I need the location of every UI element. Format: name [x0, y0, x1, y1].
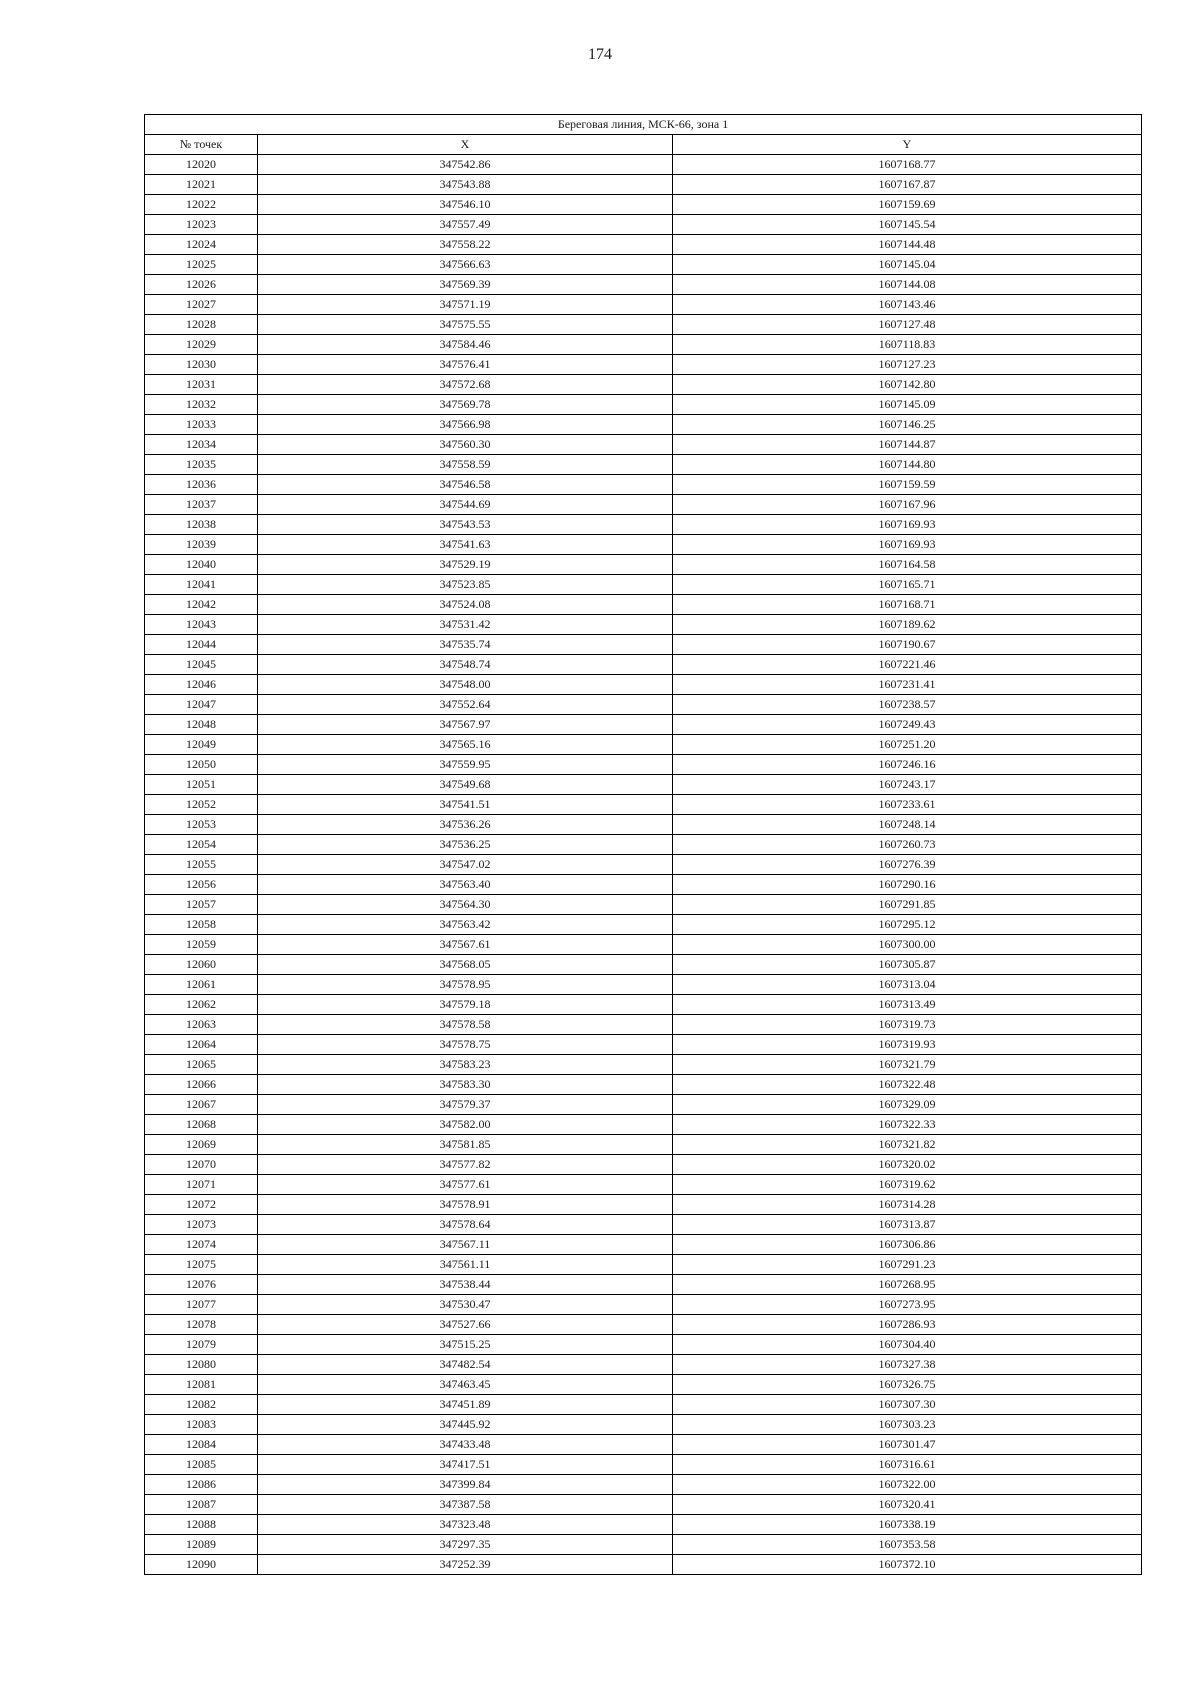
cell-x: 347565.16 [258, 735, 673, 755]
cell-y: 1607320.41 [673, 1495, 1142, 1515]
cell-x: 347578.64 [258, 1215, 673, 1235]
cell-point-number: 12033 [145, 415, 258, 435]
cell-x: 347569.78 [258, 395, 673, 415]
cell-point-number: 12075 [145, 1255, 258, 1275]
cell-x: 347387.58 [258, 1495, 673, 1515]
cell-y: 1607118.83 [673, 335, 1142, 355]
cell-y: 1607167.87 [673, 175, 1142, 195]
cell-point-number: 12071 [145, 1175, 258, 1195]
cell-x: 347577.61 [258, 1175, 673, 1195]
table-row [145, 755, 1142, 775]
table-row [145, 775, 1142, 795]
table-row [145, 935, 1142, 955]
table-row [145, 915, 1142, 935]
cell-point-number: 12053 [145, 815, 258, 835]
cell-point-number: 12078 [145, 1315, 258, 1335]
cell-point-number: 12038 [145, 515, 258, 535]
cell-x: 347566.98 [258, 415, 673, 435]
cell-y: 1607303.23 [673, 1415, 1142, 1435]
cell-x: 347557.49 [258, 215, 673, 235]
cell-x: 347297.35 [258, 1535, 673, 1555]
cell-y: 1607251.20 [673, 735, 1142, 755]
table-row [145, 615, 1142, 635]
cell-y: 1607313.87 [673, 1215, 1142, 1235]
cell-y: 1607268.95 [673, 1275, 1142, 1295]
cell-point-number: 12081 [145, 1375, 258, 1395]
cell-y: 1607329.09 [673, 1095, 1142, 1115]
cell-y: 1607290.16 [673, 875, 1142, 895]
cell-y: 1607353.58 [673, 1535, 1142, 1555]
table-row [145, 215, 1142, 235]
cell-point-number: 12082 [145, 1395, 258, 1415]
cell-y: 1607322.33 [673, 1115, 1142, 1135]
cell-y: 1607319.93 [673, 1035, 1142, 1055]
cell-y: 1607300.00 [673, 935, 1142, 955]
table-row [145, 275, 1142, 295]
table-row [145, 1335, 1142, 1355]
cell-point-number: 12021 [145, 175, 258, 195]
table-row [145, 455, 1142, 475]
table-row [145, 955, 1142, 975]
cell-point-number: 12030 [145, 355, 258, 375]
cell-y: 1607238.57 [673, 695, 1142, 715]
cell-x: 347536.25 [258, 835, 673, 855]
cell-point-number: 12037 [145, 495, 258, 515]
table-row [145, 1155, 1142, 1175]
cell-point-number: 12064 [145, 1035, 258, 1055]
table-row [145, 1095, 1142, 1115]
cell-point-number: 12058 [145, 915, 258, 935]
cell-x: 347323.48 [258, 1515, 673, 1535]
cell-x: 347546.10 [258, 195, 673, 215]
cell-point-number: 12070 [145, 1155, 258, 1175]
cell-point-number: 12072 [145, 1195, 258, 1215]
cell-y: 1607246.16 [673, 755, 1142, 775]
cell-y: 1607372.10 [673, 1555, 1142, 1575]
cell-point-number: 12036 [145, 475, 258, 495]
cell-x: 347542.86 [258, 155, 673, 175]
cell-y: 1607144.08 [673, 275, 1142, 295]
cell-point-number: 12065 [145, 1055, 258, 1075]
table-row [145, 635, 1142, 655]
cell-point-number: 12035 [145, 455, 258, 475]
cell-point-number: 12066 [145, 1075, 258, 1095]
table-row [145, 435, 1142, 455]
column-header-x: X [258, 135, 673, 155]
cell-x: 347563.42 [258, 915, 673, 935]
cell-x: 347563.40 [258, 875, 673, 895]
cell-point-number: 12069 [145, 1135, 258, 1155]
cell-point-number: 12087 [145, 1495, 258, 1515]
cell-y: 1607319.62 [673, 1175, 1142, 1195]
cell-x: 347524.08 [258, 595, 673, 615]
cell-y: 1607273.95 [673, 1295, 1142, 1315]
table-row [145, 475, 1142, 495]
cell-point-number: 12047 [145, 695, 258, 715]
cell-y: 1607144.48 [673, 235, 1142, 255]
cell-y: 1607127.48 [673, 315, 1142, 335]
cell-y: 1607291.23 [673, 1255, 1142, 1275]
cell-y: 1607320.02 [673, 1155, 1142, 1175]
table-row [145, 595, 1142, 615]
cell-y: 1607190.67 [673, 635, 1142, 655]
table-row [145, 415, 1142, 435]
table-row [145, 1035, 1142, 1055]
cell-y: 1607305.87 [673, 955, 1142, 975]
cell-x: 347572.68 [258, 375, 673, 395]
cell-point-number: 12028 [145, 315, 258, 335]
cell-x: 347399.84 [258, 1475, 673, 1495]
cell-point-number: 12039 [145, 535, 258, 555]
table-row [145, 515, 1142, 535]
column-header-y: Y [673, 135, 1142, 155]
cell-point-number: 12062 [145, 995, 258, 1015]
table-row [145, 1195, 1142, 1215]
table-row [145, 735, 1142, 755]
cell-y: 1607168.77 [673, 155, 1142, 175]
cell-x: 347531.42 [258, 615, 673, 635]
table-row [145, 795, 1142, 815]
cell-y: 1607143.46 [673, 295, 1142, 315]
cell-point-number: 12024 [145, 235, 258, 255]
cell-point-number: 12063 [145, 1015, 258, 1035]
cell-y: 1607243.17 [673, 775, 1142, 795]
cell-x: 347578.75 [258, 1035, 673, 1055]
cell-point-number: 12076 [145, 1275, 258, 1295]
cell-x: 347560.30 [258, 435, 673, 455]
table-row [145, 975, 1142, 995]
table-row [145, 995, 1142, 1015]
table-row [145, 195, 1142, 215]
cell-y: 1607145.04 [673, 255, 1142, 275]
cell-point-number: 12027 [145, 295, 258, 315]
table-row [145, 315, 1142, 335]
cell-y: 1607295.12 [673, 915, 1142, 935]
cell-x: 347544.69 [258, 495, 673, 515]
cell-x: 347583.23 [258, 1055, 673, 1075]
cell-x: 347569.39 [258, 275, 673, 295]
cell-x: 347548.74 [258, 655, 673, 675]
cell-y: 1607304.40 [673, 1335, 1142, 1355]
cell-y: 1607286.93 [673, 1315, 1142, 1335]
cell-point-number: 12046 [145, 675, 258, 695]
table-row [145, 1275, 1142, 1295]
cell-point-number: 12055 [145, 855, 258, 875]
cell-point-number: 12040 [145, 555, 258, 575]
cell-y: 1607169.93 [673, 515, 1142, 535]
cell-x: 347549.68 [258, 775, 673, 795]
cell-x: 347527.66 [258, 1315, 673, 1335]
cell-point-number: 12074 [145, 1235, 258, 1255]
cell-point-number: 12084 [145, 1435, 258, 1455]
cell-y: 1607249.43 [673, 715, 1142, 735]
cell-y: 1607327.38 [673, 1355, 1142, 1375]
cell-x: 347559.95 [258, 755, 673, 775]
cell-y: 1607159.69 [673, 195, 1142, 215]
cell-y: 1607169.93 [673, 535, 1142, 555]
table-row [145, 535, 1142, 555]
cell-point-number: 12067 [145, 1095, 258, 1115]
table-row [145, 555, 1142, 575]
table-row [145, 1055, 1142, 1075]
cell-y: 1607142.80 [673, 375, 1142, 395]
coordinates-table [144, 114, 1142, 1575]
cell-point-number: 12080 [145, 1355, 258, 1375]
cell-x: 347523.85 [258, 575, 673, 595]
cell-point-number: 12043 [145, 615, 258, 635]
table-row [145, 335, 1142, 355]
cell-point-number: 12059 [145, 935, 258, 955]
cell-y: 1607231.41 [673, 675, 1142, 695]
cell-x: 347561.11 [258, 1255, 673, 1275]
cell-y: 1607189.62 [673, 615, 1142, 635]
cell-x: 347445.92 [258, 1415, 673, 1435]
table-row [145, 1455, 1142, 1475]
table-row [145, 1015, 1142, 1035]
cell-point-number: 12044 [145, 635, 258, 655]
table-row [145, 1435, 1142, 1455]
table-row [145, 295, 1142, 315]
cell-y: 1607233.61 [673, 795, 1142, 815]
cell-x: 347567.97 [258, 715, 673, 735]
cell-x: 347579.18 [258, 995, 673, 1015]
cell-x: 347576.41 [258, 355, 673, 375]
cell-x: 347552.64 [258, 695, 673, 715]
cell-y: 1607326.75 [673, 1375, 1142, 1395]
cell-point-number: 12022 [145, 195, 258, 215]
table-row [145, 1415, 1142, 1435]
cell-x: 347571.19 [258, 295, 673, 315]
table-header-row [145, 135, 1142, 155]
cell-y: 1607316.61 [673, 1455, 1142, 1475]
cell-point-number: 12085 [145, 1455, 258, 1475]
cell-y: 1607338.19 [673, 1515, 1142, 1535]
cell-point-number: 12025 [145, 255, 258, 275]
table-row [145, 1315, 1142, 1335]
table-row [145, 1475, 1142, 1495]
table-row [145, 1175, 1142, 1195]
table-title-row [145, 115, 1142, 135]
table-title: Береговая линия, МСК-66, зона 1 [145, 115, 1142, 135]
table-row [145, 1375, 1142, 1395]
table-row [145, 1515, 1142, 1535]
cell-y: 1607144.80 [673, 455, 1142, 475]
cell-point-number: 12041 [145, 575, 258, 595]
cell-y: 1607319.73 [673, 1015, 1142, 1035]
cell-y: 1607146.25 [673, 415, 1142, 435]
cell-y: 1607301.47 [673, 1435, 1142, 1455]
cell-x: 347578.91 [258, 1195, 673, 1215]
cell-y: 1607221.46 [673, 655, 1142, 675]
cell-x: 347535.74 [258, 635, 673, 655]
cell-y: 1607248.14 [673, 815, 1142, 835]
cell-y: 1607322.00 [673, 1475, 1142, 1495]
cell-x: 347579.37 [258, 1095, 673, 1115]
table-row [145, 375, 1142, 395]
cell-x: 347541.63 [258, 535, 673, 555]
cell-point-number: 12056 [145, 875, 258, 895]
cell-y: 1607322.48 [673, 1075, 1142, 1095]
table-row [145, 1555, 1142, 1575]
cell-point-number: 12045 [145, 655, 258, 675]
cell-x: 347567.61 [258, 935, 673, 955]
cell-x: 347583.30 [258, 1075, 673, 1095]
cell-point-number: 12050 [145, 755, 258, 775]
table-row [145, 1135, 1142, 1155]
column-header-point-number: № точек [145, 135, 258, 155]
table-row [145, 1215, 1142, 1235]
cell-point-number: 12020 [145, 155, 258, 175]
table-row [145, 155, 1142, 175]
cell-point-number: 12057 [145, 895, 258, 915]
cell-point-number: 12088 [145, 1515, 258, 1535]
cell-point-number: 12079 [145, 1335, 258, 1355]
cell-x: 347463.45 [258, 1375, 673, 1395]
cell-point-number: 12089 [145, 1535, 258, 1555]
table-row [145, 1115, 1142, 1135]
table-row [145, 895, 1142, 915]
cell-x: 347515.25 [258, 1335, 673, 1355]
cell-x: 347546.58 [258, 475, 673, 495]
table-row [145, 1075, 1142, 1095]
cell-point-number: 12052 [145, 795, 258, 815]
cell-x: 347577.82 [258, 1155, 673, 1175]
cell-point-number: 12042 [145, 595, 258, 615]
table-row [145, 355, 1142, 375]
cell-y: 1607321.79 [673, 1055, 1142, 1075]
table-row [145, 1235, 1142, 1255]
cell-x: 347564.30 [258, 895, 673, 915]
cell-x: 347417.51 [258, 1455, 673, 1475]
cell-point-number: 12061 [145, 975, 258, 995]
cell-point-number: 12051 [145, 775, 258, 795]
table-row [145, 575, 1142, 595]
cell-y: 1607313.49 [673, 995, 1142, 1015]
cell-y: 1607313.04 [673, 975, 1142, 995]
cell-point-number: 12086 [145, 1475, 258, 1495]
table-row [145, 1295, 1142, 1315]
cell-x: 347529.19 [258, 555, 673, 575]
cell-y: 1607291.85 [673, 895, 1142, 915]
table-row [145, 1255, 1142, 1275]
cell-y: 1607276.39 [673, 855, 1142, 875]
cell-x: 347558.59 [258, 455, 673, 475]
cell-x: 347451.89 [258, 1395, 673, 1415]
table-row [145, 1395, 1142, 1415]
table-row [145, 235, 1142, 255]
table-row [145, 1355, 1142, 1375]
cell-x: 347541.51 [258, 795, 673, 815]
cell-y: 1607144.87 [673, 435, 1142, 455]
cell-y: 1607168.71 [673, 595, 1142, 615]
table-row [145, 855, 1142, 875]
cell-point-number: 12077 [145, 1295, 258, 1315]
cell-y: 1607260.73 [673, 835, 1142, 855]
cell-point-number: 12049 [145, 735, 258, 755]
cell-x: 347558.22 [258, 235, 673, 255]
cell-x: 347566.63 [258, 255, 673, 275]
cell-x: 347548.00 [258, 675, 673, 695]
cell-y: 1607306.86 [673, 1235, 1142, 1255]
cell-x: 347530.47 [258, 1295, 673, 1315]
cell-point-number: 12068 [145, 1115, 258, 1135]
cell-y: 1607167.96 [673, 495, 1142, 515]
table-row [145, 395, 1142, 415]
cell-x: 347543.53 [258, 515, 673, 535]
cell-point-number: 12031 [145, 375, 258, 395]
cell-point-number: 12029 [145, 335, 258, 355]
cell-y: 1607321.82 [673, 1135, 1142, 1155]
table-row [145, 175, 1142, 195]
cell-x: 347581.85 [258, 1135, 673, 1155]
cell-point-number: 12023 [145, 215, 258, 235]
cell-x: 347575.55 [258, 315, 673, 335]
cell-y: 1607314.28 [673, 1195, 1142, 1215]
table-row [145, 875, 1142, 895]
table-row [145, 675, 1142, 695]
table-row [145, 815, 1142, 835]
cell-x: 347578.95 [258, 975, 673, 995]
cell-point-number: 12060 [145, 955, 258, 975]
table-row [145, 1535, 1142, 1555]
cell-y: 1607307.30 [673, 1395, 1142, 1415]
cell-x: 347547.02 [258, 855, 673, 875]
cell-x: 347568.05 [258, 955, 673, 975]
table-row [145, 655, 1142, 675]
cell-x: 347567.11 [258, 1235, 673, 1255]
cell-y: 1607165.71 [673, 575, 1142, 595]
page-number: 174 [588, 46, 612, 63]
cell-x: 347584.46 [258, 335, 673, 355]
cell-y: 1607127.23 [673, 355, 1142, 375]
cell-y: 1607164.58 [673, 555, 1142, 575]
cell-y: 1607159.59 [673, 475, 1142, 495]
table-row [145, 835, 1142, 855]
cell-y: 1607145.09 [673, 395, 1142, 415]
table-body [145, 155, 1142, 1575]
table-row [145, 695, 1142, 715]
cell-x: 347482.54 [258, 1355, 673, 1375]
cell-point-number: 12083 [145, 1415, 258, 1435]
cell-point-number: 12034 [145, 435, 258, 455]
cell-point-number: 12054 [145, 835, 258, 855]
cell-x: 347536.26 [258, 815, 673, 835]
table-row [145, 255, 1142, 275]
table-row [145, 1495, 1142, 1515]
cell-x: 347578.58 [258, 1015, 673, 1035]
cell-point-number: 12073 [145, 1215, 258, 1235]
cell-x: 347543.88 [258, 175, 673, 195]
cell-point-number: 12048 [145, 715, 258, 735]
cell-y: 1607145.54 [673, 215, 1142, 235]
cell-x: 347433.48 [258, 1435, 673, 1455]
table-row [145, 715, 1142, 735]
cell-point-number: 12032 [145, 395, 258, 415]
cell-point-number: 12026 [145, 275, 258, 295]
table-row [145, 495, 1142, 515]
cell-x: 347252.39 [258, 1555, 673, 1575]
cell-point-number: 12090 [145, 1555, 258, 1575]
cell-x: 347538.44 [258, 1275, 673, 1295]
cell-x: 347582.00 [258, 1115, 673, 1135]
